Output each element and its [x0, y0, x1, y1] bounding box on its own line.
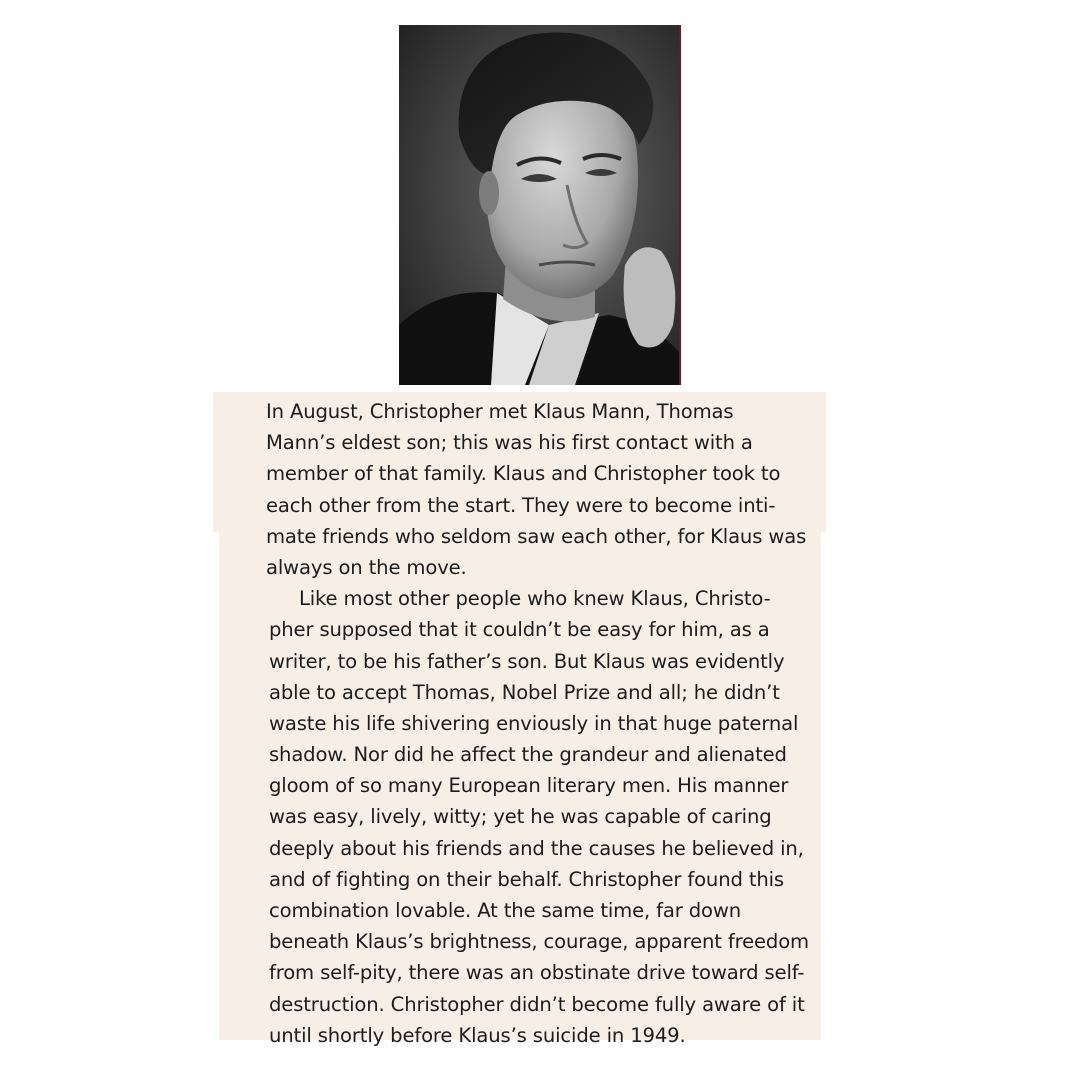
- paragraph-1: [266, 396, 807, 583]
- portrait-photo: [399, 25, 681, 385]
- paragraph-2: [266, 583, 809, 1051]
- passage-text: [266, 396, 809, 1051]
- text-line: able to accept Thomas, Nobel Prize and all; he didn’t: [269, 680, 780, 704]
- text-line: gloom of so many European literary men. His manner: [269, 774, 789, 798]
- text-line: mate friends who seldom saw each other, for Klaus was: [266, 524, 807, 548]
- text-line: waste his life shivering enviously in that huge paternal: [269, 711, 799, 735]
- text-line: was easy, lively, witty; yet he was capable of caring: [269, 805, 772, 829]
- text-line: beneath Klaus’s brightness, courage, apparent freedom: [269, 930, 809, 954]
- text-line: deeply about his friends and the causes he believed in,: [269, 836, 804, 860]
- text-line: Mann’s eldest son; this was his first contact with a: [266, 431, 753, 455]
- text-line: combination lovable. At the same time, far down: [269, 899, 742, 922]
- text-line: destruction. Christopher didn’t become fully aware of it: [269, 992, 805, 1016]
- text-line: each other from the start. They were to become inti-: [266, 493, 776, 517]
- text-line: and of fighting on their behalf. Christopher found this: [269, 867, 784, 891]
- text-line: Like most other people who knew Klaus, Christo-: [299, 587, 771, 611]
- text-line: shadow. Nor did he affect the grandeur and alienated: [269, 743, 787, 767]
- text-line: In August, Christopher met Klaus Mann, Thomas: [266, 400, 734, 423]
- text-line: always on the move.: [266, 555, 467, 579]
- text-line: writer, to be his father’s son. But Klaus was evidently: [269, 649, 785, 673]
- text-line: from self-pity, there was an obstinate drive toward self-: [269, 961, 805, 985]
- text-line: until shortly before Klaus’s suicide in 1949.: [269, 1023, 686, 1047]
- text-line: pher supposed that it couldn’t be easy for him, as a: [269, 618, 770, 642]
- text-line: member of that family. Klaus and Christopher took to: [266, 462, 781, 486]
